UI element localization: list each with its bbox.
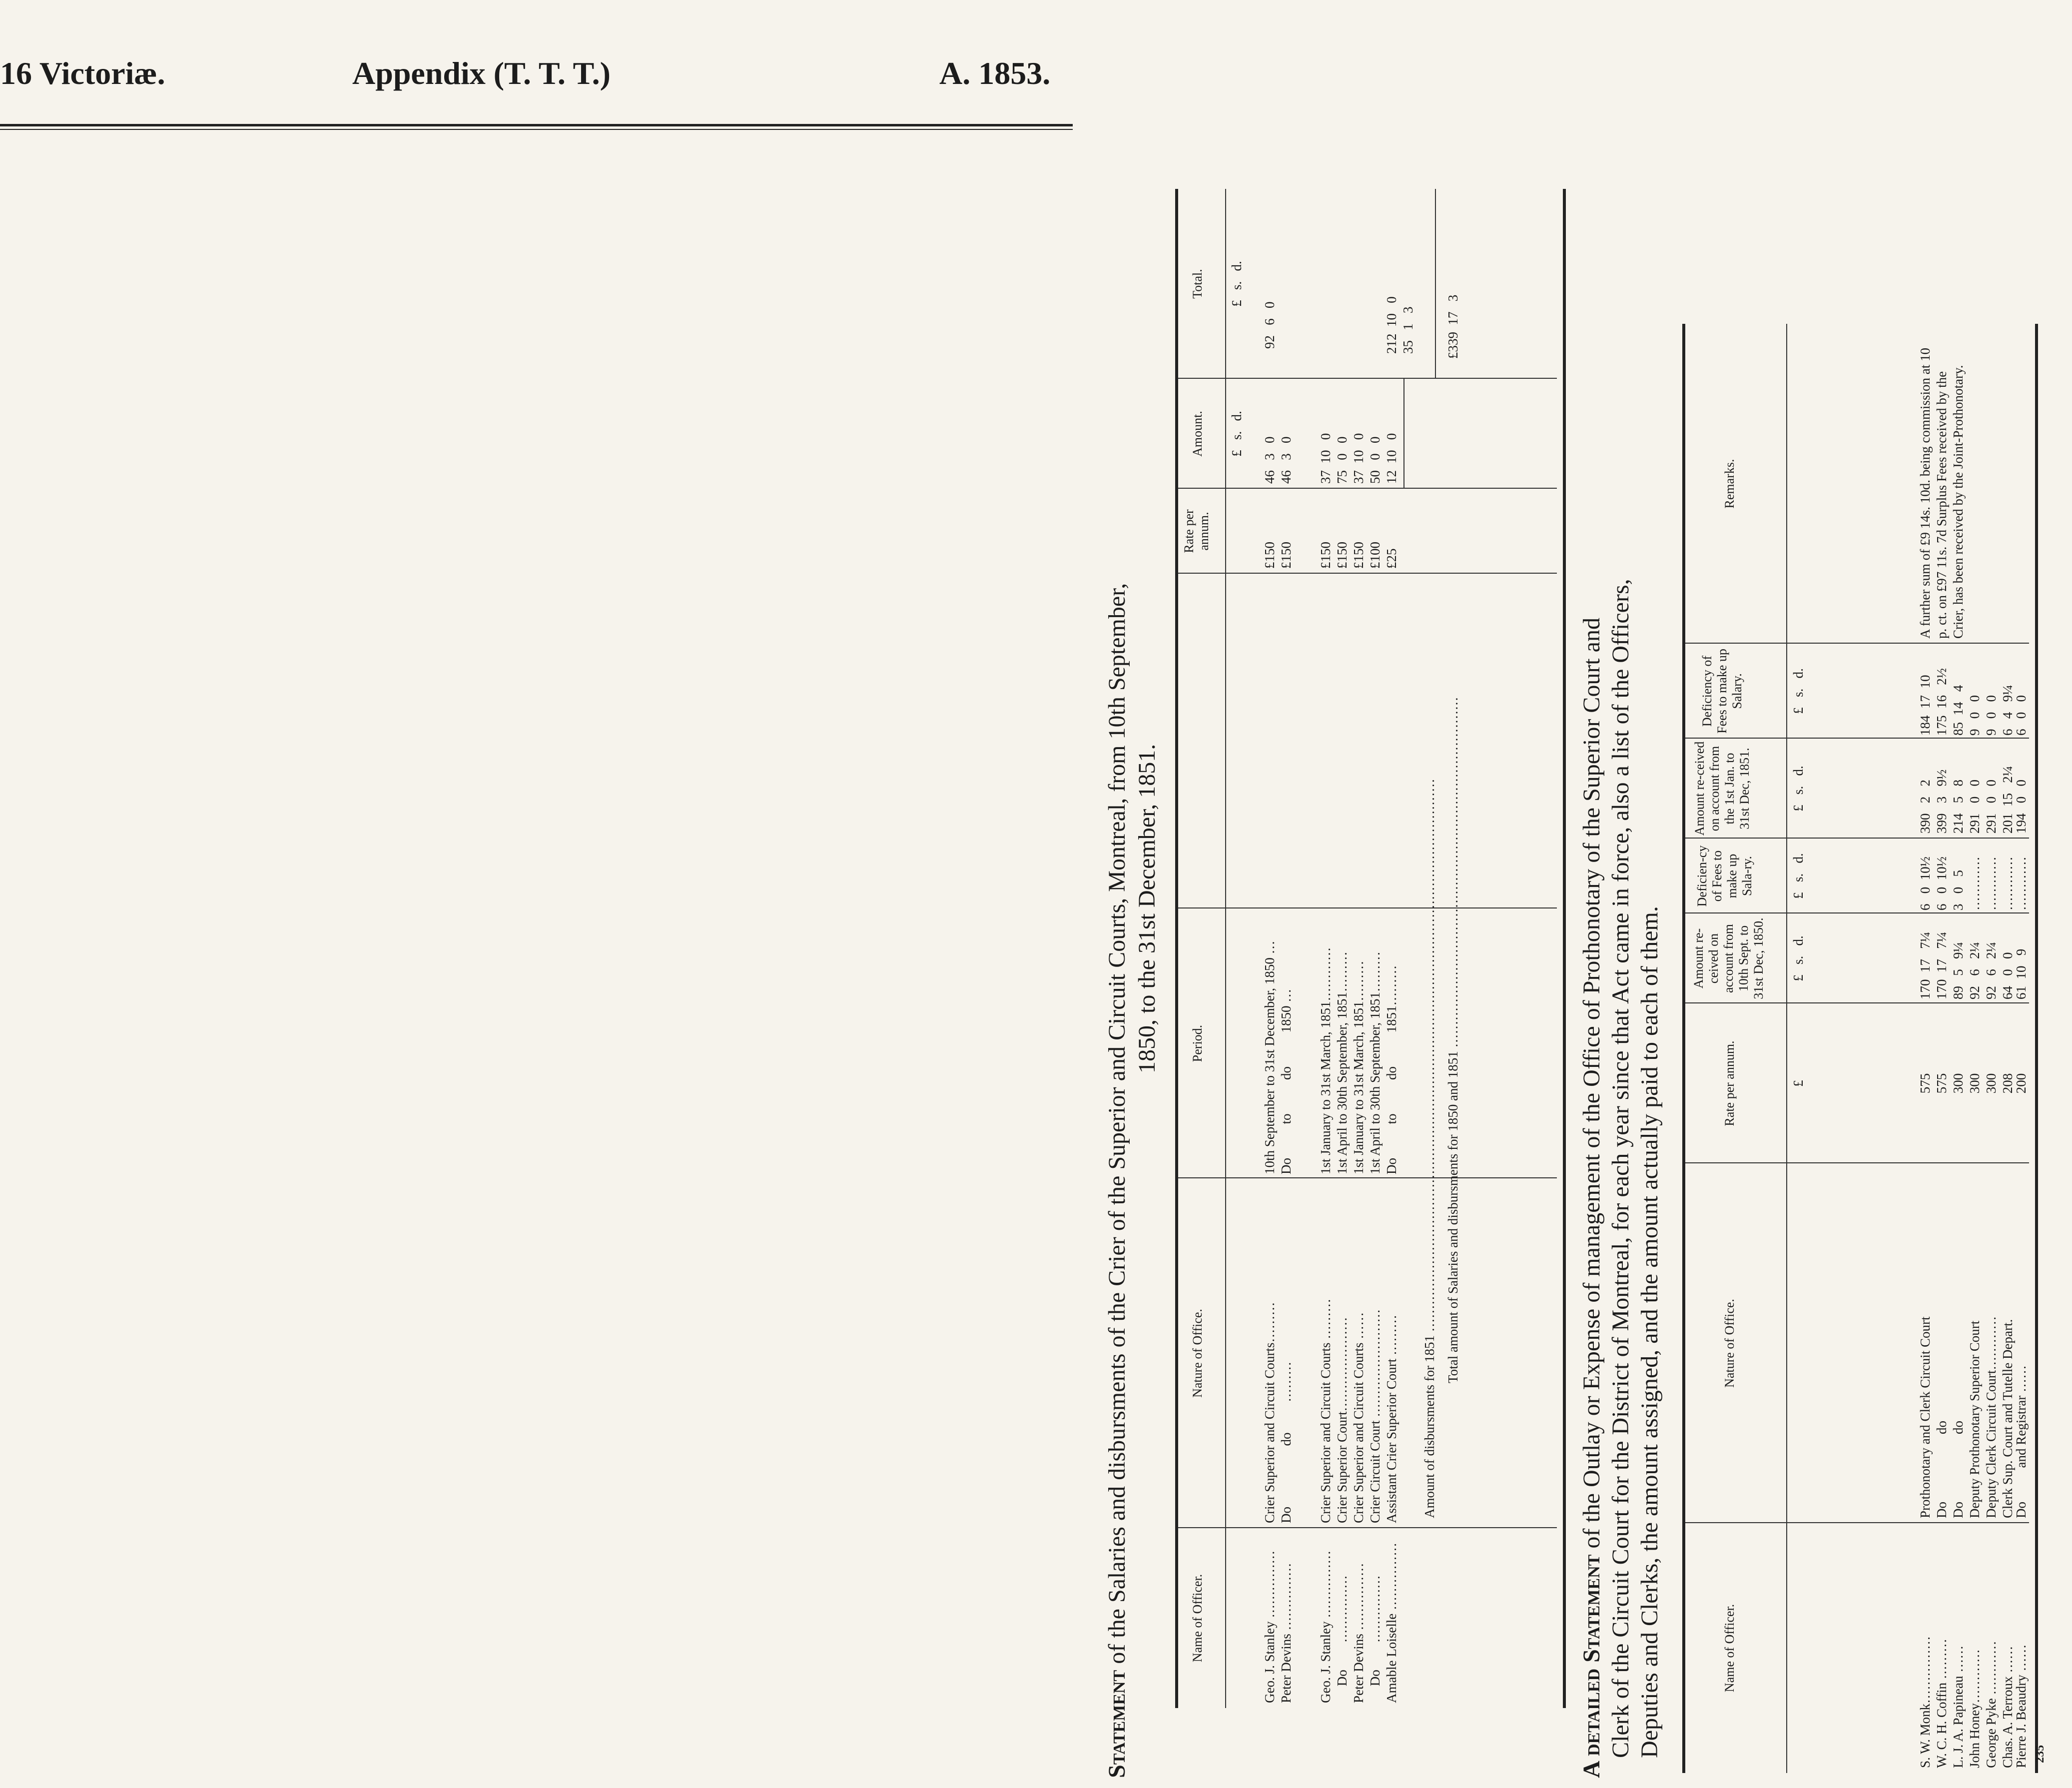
s2-recv1851-units: £ s. d. [1791, 766, 1806, 812]
s2-row-def1851: 85 14 4 [1951, 685, 1966, 736]
s1-row-office: Crier Circuit Court …………………… [1368, 1309, 1382, 1523]
s2-row-rate: 575 [1934, 1073, 1949, 1094]
s2-col-recv1851: Amount re-ceived on account from the 1st Jan. to 31st Dec, 1851. [1692, 741, 1752, 836]
s1-row-total: 92 6 0 [1262, 301, 1277, 349]
s2-col-name: Name of Officer. [1722, 1604, 1737, 1693]
s1-row-name: Do …………… [1368, 1575, 1382, 1703]
s1-disbursments-label: Amount of disbursments for 1851 …………………………………………………………………………………………………………… [1422, 779, 1437, 1518]
s1-row-period: 10th September to 31st December, 1850 … [1262, 940, 1277, 1174]
s2-col-recv1850: Amount re-ceived on account from 10th Sept. to 31st Dec, 1850. [1691, 917, 1766, 999]
s2-row-name: Pierre J. Beaudry …… [2014, 1644, 2029, 1768]
s1-row-amount: 12 10 0 [1384, 433, 1399, 484]
s2-row-recv1851: 194 0 0 [2014, 780, 2029, 834]
s2-row-recv1850: 89 5 9¼ [1951, 942, 1966, 999]
s2-col-office: Nature of Office. [1722, 1299, 1737, 1388]
s1-row-name: Peter Devins …………… [1351, 1563, 1366, 1703]
s2-row-recv1850: 170 17 7¼ [1934, 932, 1949, 999]
statement2-header-rule [1786, 324, 1787, 1773]
s2-row-def1851: 9 0 0 [1967, 695, 1982, 736]
s2-row-def1850: 6 0 10½ [1918, 857, 1933, 910]
s1-row-amount: 50 0 0 [1368, 436, 1382, 484]
running-header [0, 55, 1073, 115]
s1-row-name: Geo. J. Stanley …………… [1262, 1550, 1277, 1703]
s2-col-rate: Rate per annum. [1722, 1040, 1737, 1126]
s1-col-sep-3 [1178, 908, 1557, 909]
s2-col-def1851: Deficiency of Fees to make up Salary. [1700, 649, 1744, 734]
s1-row-amount: 37 10 0 [1351, 433, 1366, 484]
s1-row-office: Do do ……… [1279, 1361, 1294, 1523]
s1-row-rate: £150 [1351, 542, 1366, 569]
s2-row-office: Do do [1951, 1421, 1966, 1518]
s1-row-rate: £150 [1262, 542, 1277, 569]
s2-row-def1850: ………… [1967, 857, 1982, 910]
s1-col-sep-4 [1178, 573, 1557, 574]
s2-row-recv1850: 61 10 9 [2014, 948, 2029, 999]
statement1-title-line1 [1103, 583, 1132, 1778]
header-rule-thin [0, 129, 1073, 130]
s1-col-period: Period. [1190, 1024, 1205, 1062]
s2-row-name: Chas. A. Terroux …… [2000, 1646, 2015, 1768]
s1-row-amount: 75 0 0 [1335, 436, 1350, 484]
s1-total-label: Total amount of Salaries and disbursments for 1850 and 1851 …………………………………………………………………… [1445, 697, 1460, 1383]
s1-col-sep-2 [1178, 1178, 1557, 1179]
page-number: 235 [2034, 1745, 2047, 1763]
rotated-page-content [1073, 139, 2072, 1788]
header-right: A. 1853. [939, 55, 1051, 91]
s2-row-office: Deputy Prothonotary Superior Court [1967, 1320, 1982, 1518]
statement1-title-line2: 1850, to the 31st December, 1851. [1134, 744, 1160, 1073]
s2-row-def1851: 6 4 9¼ [2000, 685, 2015, 736]
s1-grand-total: £339 17 3 [1445, 294, 1460, 359]
s1-row-office: Crier Superior and Circuit Courts …… [1351, 1312, 1366, 1523]
s1-row-rate: £150 [1318, 542, 1333, 569]
statement2-title-line1 [1577, 618, 1606, 1778]
s2-row-def1850: ………… [1984, 857, 1999, 910]
s2-remarks-text: A further sum of £9 14s. 10d. being commission at 10 p. ct. on £97 11s. 7d Surplus Fees received by the Crier, has been received by the Joint-Prothonotary. [1918, 348, 1966, 639]
s2-row-rate: 575 [1918, 1073, 1933, 1094]
s2-row-rate: 208 [2000, 1073, 2015, 1094]
s2-def1850-units: £ s. d. [1791, 853, 1806, 899]
s2-row-def1850: ………… [2000, 857, 2015, 910]
s1-row-period: 1st April to 30th September, 1851……… [1368, 951, 1382, 1174]
s1-row-rate: £25 [1384, 548, 1399, 569]
s2-row-office: Do and Registrar …… [2014, 1365, 2029, 1518]
s1-row-office: Crier Superior and Circuit Courts ……… [1318, 1298, 1333, 1523]
s2-row-office: Prothonotary and Clerk Circuit Court [1918, 1316, 1933, 1518]
s1-row-period: Do to do 1851……… [1384, 965, 1399, 1174]
s2-row-def1851: 6 0 0 [2014, 695, 2029, 736]
s2-row-recv1851: 201 15 2¼ [2000, 766, 2015, 834]
s1-row-period: 1st April to 30th September, 1851……… [1335, 951, 1350, 1174]
s2-row-def1851: 9 0 0 [1984, 695, 1999, 736]
s2-row-recv1851: 291 0 0 [1984, 780, 1999, 834]
s1-row-name: Do …………… [1335, 1575, 1350, 1703]
s1-amount-sum-rule [1403, 379, 1404, 489]
s1-col-sep-1 [1178, 1528, 1557, 1529]
s1-row-rate: £100 [1368, 542, 1382, 569]
s1-row-period: 1st January to 31st March, 1851………… [1318, 947, 1333, 1174]
s1-row-rate: £150 [1335, 542, 1350, 569]
s2-row-def1851: 184 17 10 [1918, 675, 1933, 736]
s2-recv1850-units: £ s. d. [1791, 935, 1806, 981]
s1-total-units: £ s. d. [1229, 261, 1244, 307]
header-center: Appendix (T. T. T.) [352, 55, 611, 91]
s2-row-def1851: 175 16 2½ [1934, 668, 1949, 736]
s1-subtotal-1851: 35 1 3 [1400, 306, 1415, 354]
s2-row-recv1851: 390 2 2 [1918, 780, 1933, 834]
s2-row-office: Clerk Sup. Court and Tutelle Depart. [2000, 1319, 2015, 1518]
s1-row-name: Geo. J. Stanley …………… [1318, 1550, 1333, 1703]
s2-row-recv1850: 92 6 2¼ [1984, 942, 1999, 999]
s2-row-rate: 300 [1967, 1073, 1982, 1094]
s2-row-name: John Honey………… [1967, 1649, 1982, 1768]
s2-col-def1850: Deficien-cy of Fees to make up Sala-ry. [1695, 845, 1754, 907]
s1-row-office: Crier Superior Court………………… [1335, 1317, 1350, 1523]
s2-row-recv1850: 92 6 2¼ [1967, 942, 1982, 999]
s2-row-recv1851: 214 5 8 [1951, 780, 1966, 834]
s2-row-office: Do do [1934, 1421, 1949, 1518]
s2-row-name: George Pyke ………… [1984, 1641, 1999, 1768]
s1-amount-units: £ s. d. [1229, 411, 1244, 457]
s1-row-amount: 46 3 0 [1262, 436, 1277, 484]
s2-row-rate: 300 [1951, 1073, 1966, 1094]
statement2-title-lead: A detailed Statement [1578, 1554, 1605, 1778]
s2-row-def1850: ………… [2014, 857, 2029, 910]
s2-row-name: L. J. A. Papineau …… [1951, 1645, 1966, 1768]
s1-col-total: Total. [1190, 269, 1205, 299]
s1-col-name: Name of Officer. [1190, 1574, 1205, 1663]
s1-col-rate: Rate per annum. [1182, 509, 1211, 553]
s2-rate-unit: £ [1791, 1080, 1806, 1087]
header-rule-thick [0, 124, 1073, 126]
s2-col-sep-4 [1685, 913, 2029, 914]
s2-row-def1850: 6 0 10½ [1934, 857, 1949, 910]
s2-col-remarks: Remarks. [1722, 459, 1737, 509]
statement1-title-text: of the Salaries and disbursments of the Crier of the Superior and Circuit Courts, Montreal, from 10th September, [1104, 583, 1130, 1670]
s2-row-rate: 200 [2014, 1073, 2029, 1094]
s2-row-recv1851: 399 3 9½ [1934, 769, 1949, 834]
s1-row-name: Peter Devins …………… [1279, 1563, 1294, 1703]
s2-def1851-units: £ s. d. [1791, 668, 1806, 714]
s1-total-rule [1435, 189, 1436, 379]
s2-row-recv1850: 64 0 0 [2000, 952, 2015, 999]
statement1-title-lead: Statement [1104, 1670, 1130, 1778]
s1-row-office: Assistant Crier Superior Court ……… [1384, 1315, 1399, 1523]
s2-row-def1850: 3 0 5 [1951, 870, 1966, 910]
s2-row-name: W. C. H. Coffin ……… [1934, 1639, 1949, 1768]
s2-row-rate: 300 [1984, 1073, 1999, 1094]
statement2-title-line3: Deputies and Clerks, the amount assigned, and the amount actually paid to each of them. [1636, 906, 1663, 1758]
s1-col-amount: Amount. [1190, 411, 1205, 457]
statement1-header-rule [1225, 189, 1226, 1708]
s1-subtotal-1850: 212 10 0 [1384, 296, 1399, 354]
s1-row-name: Amable Loiselle …………… [1384, 1543, 1399, 1703]
s2-col-sep-6 [1685, 738, 2029, 739]
s1-row-office: Crier Superior and Circuit Courts……… [1262, 1302, 1277, 1523]
s2-row-office: Deputy Clerk Circuit Court………… [1984, 1316, 1999, 1518]
s2-row-recv1850: 170 17 7¼ [1918, 932, 1933, 999]
header-left: 16 Victoriæ. [0, 55, 165, 91]
s2-row-name: S. W. Monk…………… [1918, 1636, 1933, 1768]
statement2-title-text: of the Outlay or Expense of management of the Office of Prothonotary of the Superior Court and [1578, 618, 1605, 1555]
s1-row-amount: 46 3 0 [1279, 436, 1294, 484]
s2-row-recv1851: 291 0 0 [1967, 780, 1982, 834]
s1-col-office: Nature of Office. [1190, 1309, 1205, 1398]
s1-row-period: 1st January to 31st March, 1851……… [1351, 960, 1366, 1174]
statement2-title-line2: Clerk of the Circuit Court for the District of Montreal, for each year since that Act came in force, also a list of the Officers, [1607, 579, 1634, 1758]
s1-row-period: Do to do 1850 … [1279, 988, 1294, 1174]
s1-row-amount: 37 10 0 [1318, 433, 1333, 484]
s2-col-sep-5 [1685, 838, 2029, 839]
s1-row-rate: £150 [1279, 542, 1294, 569]
